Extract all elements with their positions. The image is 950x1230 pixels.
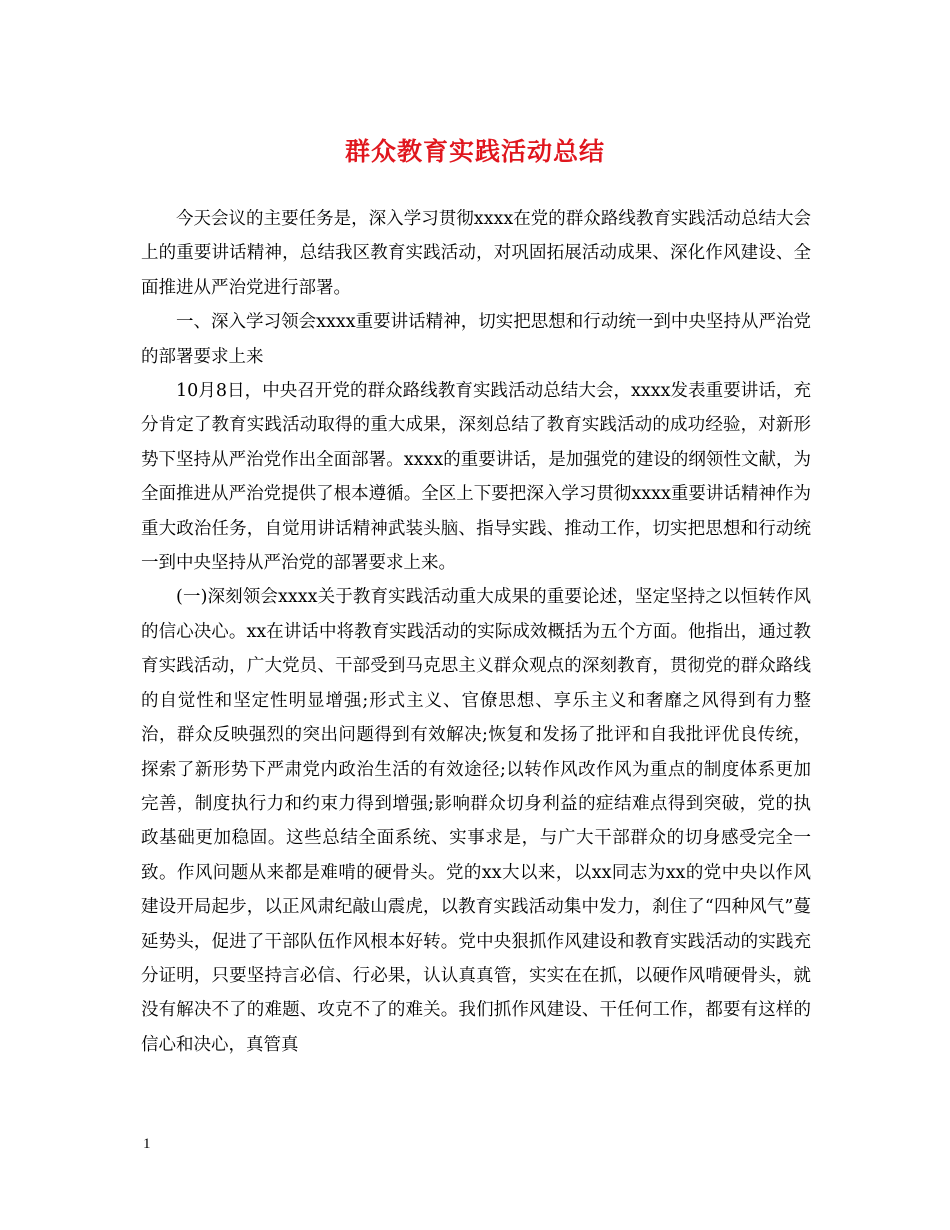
paragraph-intro: 今天会议的主要任务是，深入学习贯彻xxxx在党的群众路线教育实践活动总结大会上的重要讲话精神，总结我区教育实践活动，对巩固拓展活动成果、深化作风建设、全面推进从严治党进行部署。 (141, 209, 811, 298)
document-title: 群众教育实践活动总结 (344, 137, 605, 166)
paragraph-meeting: 10月8日，中央召开党的群众路线教育实践活动总结大会，xxxx发表重要讲话，充分肯定了教育实践活动取得的重大成果，深刻总结了教育实践活动的成功经验，对新形势下坚持从严治党作出全面部署。xxxx的重要讲话，是加强党的建设的纲领性文献，为全面推进从严治党提供了根本遵循。全区上下要把深入学习贯彻xxxx重要讲话精神作为重大政治任务，自觉用讲话精神武装头脑、指导实践、推动工作，切实把思想和行动统一到中央坚持从严治党的部署要求上来。 (141, 381, 811, 574)
paragraph-section-heading: 一、深入学习领会xxxx重要讲话精神，切实把思想和行动统一到中央坚持从严治党的部署要求上来 (141, 312, 811, 367)
paragraph-subsection-1: (一)深刻领会xxxx关于教育实践活动重大成果的重要论述，坚定坚持之以恒转作风的信心决心。xx在讲话中将教育实践活动的实际成效概括为五个方面。他指出，通过教育实践活动，广大党员、干部受到马克思主义群众观点的深刻教育，贯彻党的群众路线的自觉性和坚定性明显增强;形式主义、官僚思想、享乐主义和奢靡之风得到有力整治，群众反映强烈的突出问题得到有效解决;恢复和发扬了批评和自我批评优良传统，探索了新形势下严肃党内政治生活的有效途径;以转作风改作风为重点的制度体系更加完善，制度执行力和约束力得到增强;影响群众切身利益的症结难点得到突破，党的执政基础更加稳固。这些总结全面系统、实事求是，与广大干部群众的切身感受完全一致。作风问题从来都是难啃的硬骨头。党的xx大以来，以xx同志为xx的党中央以作风建设开局起步，以正风肃纪敲山震虎，以教育实践活动集中发力，刹住了“四种风气”蔓延势头，促进了干部队伍作风根本好转。党中央狠抓作风建设和教育实践活动的实践充分证明，只要坚持言必信、行必果，认认真真管，实实在在抓，以硬作风啃硬骨头，就没有解决不了的难题、攻克不了的难关。我们抓作风建设、干任何工作，都要有这样的信心和决心，真管真 (141, 587, 811, 1055)
page-number: 1 (143, 1136, 151, 1152)
document-body (141, 202, 811, 1062)
